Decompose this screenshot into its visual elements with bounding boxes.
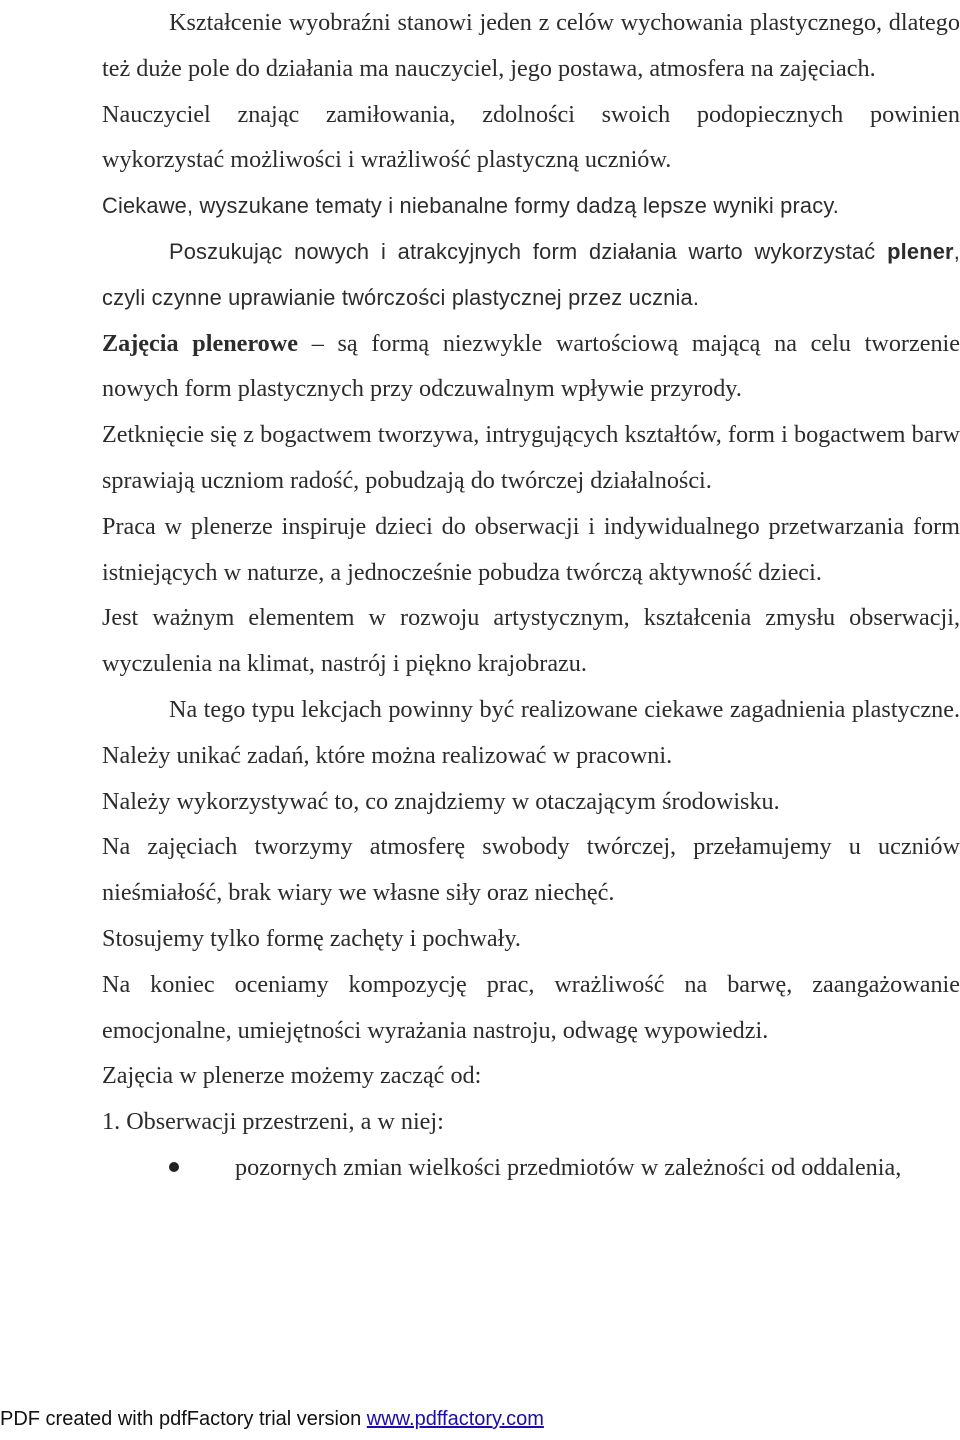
zajecia-plenerowe-term: Zajęcia plenerowe [102, 329, 298, 357]
paragraph-1: Kształcenie wyobraźni stanowi jeden z celów wychowania plastycznego, dlatego też duże pole do działania ma nauczyciel, jego postawa, atmosfera na zajęciach. [102, 9, 960, 82]
paragraph-3: Ciekawe, wyszukane tematy i niebanalne formy dadzą lepsze wyniki pracy. [102, 193, 840, 219]
paragraph-14: Zajęcia w plenerze możemy zacząć od: [102, 1062, 482, 1090]
paragraph-4 [102, 229, 960, 321]
numbered-item-1: 1. Obserwacji przestrzeni, a w niej: [102, 1108, 444, 1136]
paragraph-7: Praca w plenerze inspiruje dzieci do obserwacji i indywidualnego przetwarzania form istniejących w naturze, a jednocześnie pobudza twórczą aktywność dzieci. [102, 512, 960, 586]
plener-term: plener [887, 238, 954, 264]
footer-link[interactable]: www.pdffactory.com [366, 1408, 544, 1430]
bullet-item-1 [102, 1145, 960, 1191]
bullet-icon [169, 1162, 179, 1172]
paragraph-6: Zetknięcie się z bogactwem tworzywa, intrygujących kształtów, form i bogactwem barw sprawiają uczniom radość, pobudzają do twórczej działalności. [102, 421, 960, 494]
bullet-item-text: pozornych zmian wielkości przedmiotów w zależności od oddalenia, [235, 1153, 902, 1181]
paragraph-5 [102, 321, 960, 413]
footer-text: PDF created with pdfFactory trial version [0, 1408, 367, 1430]
paragraph-10: Należy wykorzystywać to, co znajdziemy w otaczającym środowisku. [102, 787, 780, 815]
document-body [102, 0, 960, 1191]
paragraph-12: Stosujemy tylko formę zachęty i pochwały. [102, 924, 521, 952]
paragraph-9: Na tego typu lekcjach powinny być realizowane ciekawe zagadnienia plastyczne. Należy unikać zadań, które można realizować w pracowni. [102, 695, 960, 769]
pdf-footer [0, 1408, 544, 1431]
paragraph-11: Na zajęciach tworzymy atmosferę swobody twórczej, przełamujemy u uczniów nieśmiałość, brak wiary we własne siły oraz niechęć. [102, 833, 960, 907]
paragraph-13: Na koniec oceniamy kompozycję prac, wrażliwość na barwę, zaangażowanie emocjonalne, umiejętności wyrażania nastroju, odwagę wypowiedzi. [102, 970, 960, 1044]
paragraph-8: Jest ważnym elementem w rozwoju artystycznym, kształcenia zmysłu obserwacji, wyczulenia na klimat, nastrój i piękno krajobrazu. [102, 604, 960, 678]
paragraph-2: Nauczyciel znając zamiłowania, zdolności swoich podopiecznych powinien wykorzystać możliwości i wrażliwość plastyczną uczniów. [102, 100, 960, 174]
paragraph-4-rest: , czyli czynne uprawianie twórczości plastycznej przez ucznia. [102, 238, 960, 310]
paragraph-4-text: Poszukując nowych i atrakcyjnych form działania warto wykorzystać [169, 238, 876, 264]
paragraph-5-rest: – są formą niezwykle wartościową mającą na celu tworzenie nowych form plastycznych przy odczuwalnym wpływie przyrody. [102, 329, 960, 403]
